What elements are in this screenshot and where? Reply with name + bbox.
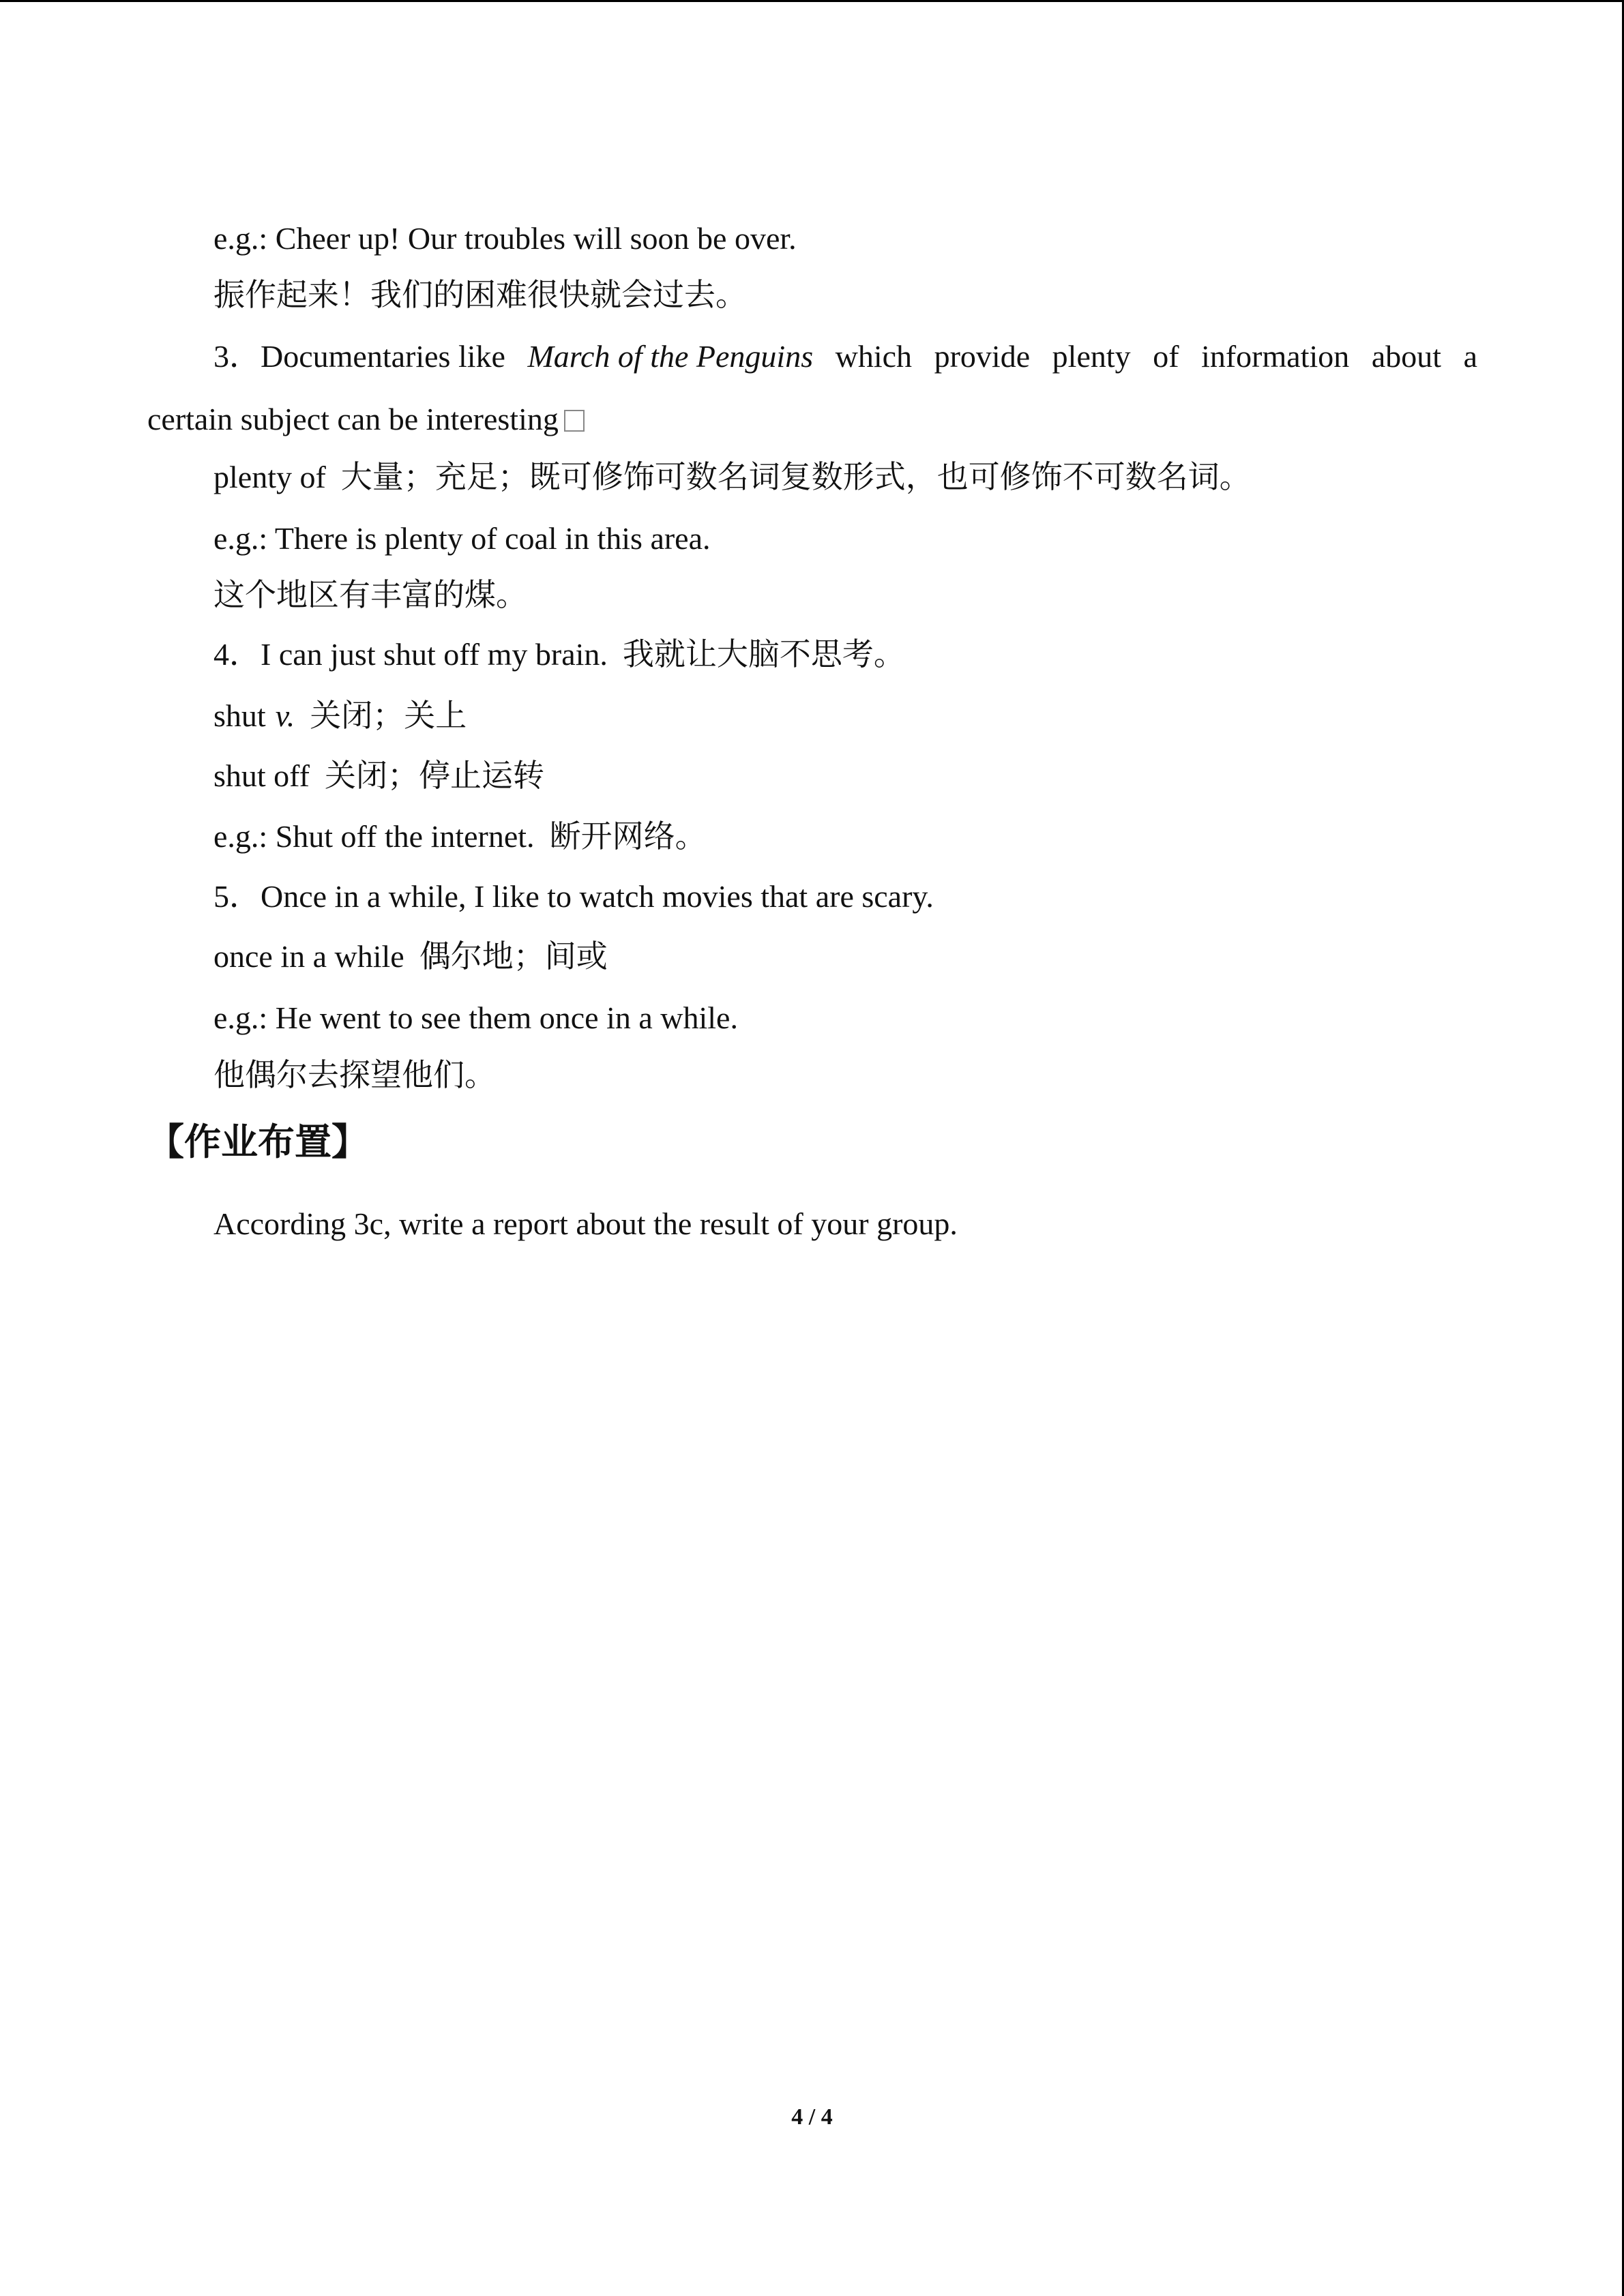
vocab-plenty-of (213, 457, 1251, 498)
part-of-speech: v. (275, 698, 295, 733)
item-5-sentence (213, 876, 934, 917)
item-3-sentence (213, 336, 1477, 377)
vocab-term: once in a while (213, 939, 404, 974)
homework-text (213, 1204, 958, 1244)
item-4-english: 4．I can just shut off my brain. (213, 637, 608, 672)
vocab-once-in-a-while (213, 936, 608, 977)
translation-cheer-up (213, 275, 747, 316)
translation-visit (213, 1055, 496, 1096)
page-number: 4 / 4 (791, 2104, 833, 2130)
vocab-definition: 关闭；关上 (310, 698, 467, 733)
example-text: e.g.: Shut off the internet. (213, 819, 535, 854)
example-text: e.g.: He went to see them once in a while. (213, 1000, 738, 1035)
homework-instruction: According 3c, write a report about the result of your group. (213, 1206, 958, 1241)
item-3-word: plenty (1052, 339, 1131, 374)
vocab-shut (213, 696, 467, 736)
vocab-shut-off (213, 756, 544, 796)
item-3-word: provide (934, 339, 1031, 374)
translation-text: 振作起来！我们的困难很快就会过去。 (213, 278, 747, 312)
item-5-english: 5．Once in a while, I like to watch movies that are scary. (213, 879, 934, 914)
example-sentence-internet (213, 816, 707, 857)
homework-heading: 【作业布置】 (147, 1120, 368, 1163)
missing-glyph-box (564, 410, 585, 432)
translation-coal (213, 575, 527, 616)
item-4-chinese: 我就让大脑不思考。 (622, 637, 905, 672)
film-title-italic: March of the Penguins (527, 339, 814, 374)
vocab-definition: 大量；充足；既可修饰可数名词复数形式，也可修饰不可数名词。 (340, 460, 1251, 494)
translation-text: 断开网络。 (549, 819, 707, 854)
vocab-term: plenty of (213, 460, 326, 494)
example-sentence-visit (213, 998, 738, 1039)
item-3-prefix: 3．Documentaries like (213, 339, 505, 374)
item-3-word: which (835, 339, 913, 374)
vocab-term: shut off (213, 758, 310, 793)
vocab-definition: 关闭；停止运转 (325, 758, 544, 793)
item-3-word: information (1201, 339, 1350, 374)
item-3-word: a (1463, 339, 1477, 374)
vocab-term: shut (213, 698, 266, 733)
vocab-definition: 偶尔地；间或 (419, 939, 608, 974)
item-3-word: of (1153, 339, 1179, 374)
item-4-sentence (213, 634, 905, 675)
example-sentence-cheer-up (213, 218, 797, 259)
translation-text: 他偶尔去探望他们。 (213, 1058, 496, 1092)
item-3-continuation (147, 399, 585, 440)
item-3-word: about (1371, 339, 1442, 374)
example-sentence-coal (213, 518, 711, 559)
example-text: e.g.: There is plenty of coal in this area. (213, 521, 711, 556)
item-3-continuation-text: certain subject can be interesting (147, 402, 559, 436)
example-text: e.g.: Cheer up! Our troubles will soon be over. (213, 221, 797, 256)
translation-text: 这个地区有丰富的煤。 (213, 578, 527, 612)
